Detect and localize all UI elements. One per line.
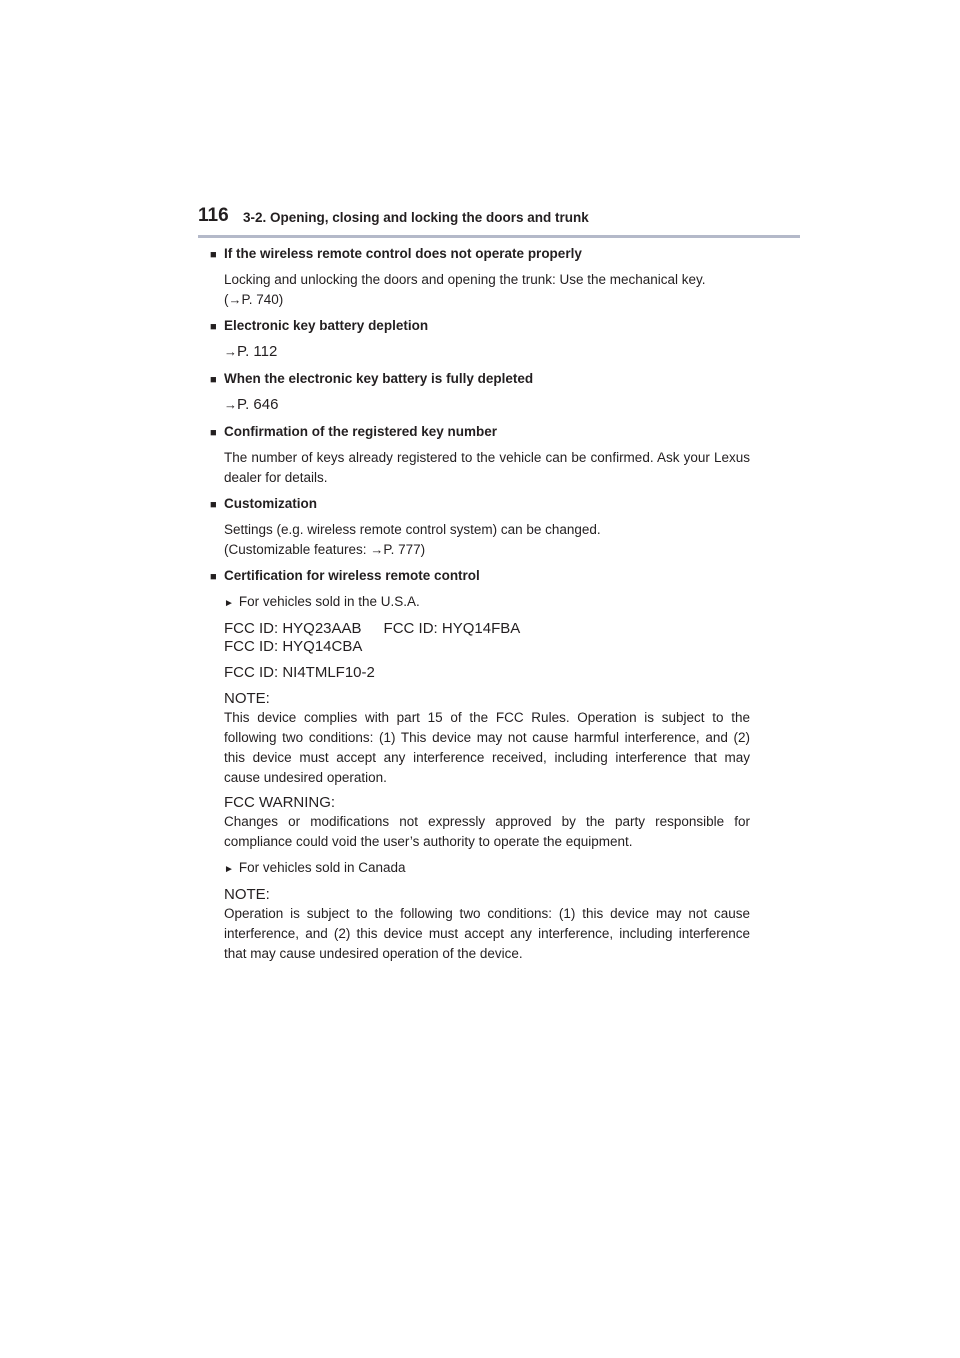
section-heading: ■ Electronic key battery depletion	[210, 316, 750, 337]
page-reference	[224, 342, 750, 362]
section-body: Settings (e.g. wireless remote control system) can be changed. (Customizable features: →P. 777)	[224, 522, 601, 557]
section-heading: ■ If the wireless remote control does not operate properly	[210, 244, 750, 265]
square-bullet-icon: ■	[210, 249, 217, 261]
fcc-id: FCC ID: HYQ23AAB	[224, 620, 362, 637]
page-number: 116	[198, 205, 229, 226]
square-bullet-icon: ■	[210, 374, 217, 386]
square-bullet-icon: ■	[210, 427, 217, 439]
fcc-id: FCC ID: HYQ14FBA	[383, 620, 521, 637]
section-body: The number of keys already registered to the vehicle can be confirmed. Ask your Lexus dealer for details.	[224, 450, 750, 485]
page-reference	[224, 395, 750, 415]
usa-subheading: ► For vehicles sold in the U.S.A.	[224, 594, 420, 609]
triangle-bullet-icon: ►	[224, 598, 234, 609]
page-header	[198, 203, 800, 238]
section-battery-depletion	[210, 316, 750, 362]
arrow-icon: →	[224, 397, 237, 412]
section-certification	[210, 566, 750, 964]
section-heading: ■ Confirmation of the registered key number	[210, 422, 750, 443]
page-reference-link[interactable]: P. 646	[237, 396, 279, 413]
arrow-icon: →	[224, 344, 237, 359]
section-heading: ■ Certification for wireless remote control	[210, 566, 750, 587]
warning-label: FCC WARNING:	[224, 794, 336, 811]
note-body: This device complies with part 15 of the FCC Rules. Operation is subject to the following two conditions: (1) This device may not cause harmful interference, and (2) this device must accept any interference received, including interference that may cause undesired operation.	[224, 710, 750, 785]
section-heading: ■ When the electronic key battery is fully depleted	[210, 369, 750, 390]
page-reference-link[interactable]: P. 740	[241, 292, 279, 307]
square-bullet-icon: ■	[210, 571, 217, 583]
square-bullet-icon: ■	[210, 321, 217, 333]
section-remote-not-operating	[210, 244, 750, 310]
square-bullet-icon: ■	[210, 499, 217, 511]
triangle-bullet-icon: ►	[224, 864, 234, 875]
arrow-icon: →	[370, 542, 384, 557]
fcc-id: FCC ID: HYQ14CBA	[224, 638, 363, 655]
page-content	[210, 244, 750, 970]
section-heading: ■ Customization	[210, 494, 750, 515]
section-body: Locking and unlocking the doors and opening the trunk: Use the mechanical key. (→P. 740)	[224, 272, 706, 307]
note-label: NOTE:	[224, 690, 270, 707]
warning-body: Changes or modifications not expressly approved by the party responsible for compliance could void the user’s authority to operate the equipment.	[224, 814, 750, 849]
section-battery-fully-depleted	[210, 369, 750, 415]
section-customization	[210, 494, 750, 560]
fcc-id: FCC ID: NI4TMLF10-2	[224, 664, 375, 681]
note-body: Operation is subject to the following two conditions: (1) this device may not cause interference, and (2) this device must accept any interference, including interference that may cause undesired operation of the device.	[224, 906, 750, 961]
section-registered-key-number	[210, 422, 750, 488]
section-title: 3-2. Opening, closing and locking the doors and trunk	[243, 210, 589, 225]
canada-subheading: ► For vehicles sold in Canada	[224, 860, 406, 875]
arrow-icon: →	[228, 292, 242, 307]
fcc-id-list	[224, 620, 750, 656]
note-label: NOTE:	[224, 886, 270, 903]
page-reference-link[interactable]: P. 777)	[383, 542, 426, 557]
page-reference-link[interactable]: P. 112	[237, 343, 278, 360]
